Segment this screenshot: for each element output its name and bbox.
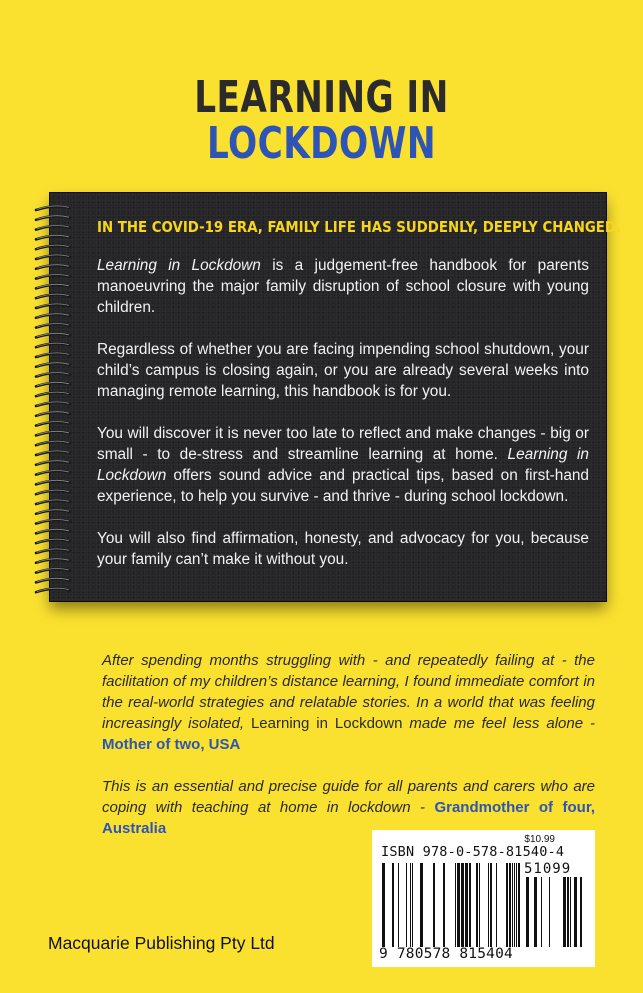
testimonial-2: This is an essential and precise guide for all parents and carers who are coping with teaching at home in lockdown - Grandmother of four, Australia xyxy=(102,778,596,837)
ean-barcode-icon xyxy=(382,863,520,947)
notebook-text xyxy=(97,213,622,570)
notebook-paragraph-1: Learning in Lockdown is a judgement-free handbook for parents manoeuvring the major family disruption of school closure with young children. xyxy=(97,257,589,316)
notebook-heading: IN THE COVID-19 ERA, FAMILY LIFE HAS SUDDENLY, DEEPLY CHANGED. xyxy=(97,218,622,236)
testimonial-1: After spending months struggling with - and repeatedly failing at - the facilitation of my children’s distance learning, I found immediate comfort in the real-world strategies and relatable stories. In a world that was feeling increasingly isolated, Learning in Lockdown made me feel less alone - Mother of two, USA xyxy=(102,652,595,753)
book-title-inline: Learning in Lockdown xyxy=(97,446,589,484)
book-title-line2: LOCKDOWN xyxy=(207,118,436,169)
testimonials xyxy=(102,650,595,860)
addon-number: 51099 xyxy=(524,861,572,877)
ean-number: 9 780578 815404 xyxy=(379,946,513,962)
spiral-binding-icon xyxy=(34,203,74,595)
notebook-paragraph-4: You will also find affirmation, honesty, and advocacy for you, because your family can’t make it without you. xyxy=(97,530,589,568)
book-title-inline: Learning in Lockdown xyxy=(97,257,261,274)
notebook-paragraph-3: You will discover it is never too late to reflect and make changes - big or small - to de-stress and streamline learning at home. Learning in Lockdown offers sound advice and practical tips, based on first-hand experience, to help you survive - and thrive - during school lockdown. xyxy=(97,425,589,505)
barcode-box xyxy=(372,830,595,967)
notebook-paragraph-2: Regardless of whether you are facing impending school shutdown, your child’s campus is closing again, or you are already several weeks into managing remote learning, this handbook is for you. xyxy=(97,341,589,400)
publisher-name: Macquarie Publishing Pty Ltd xyxy=(48,933,275,953)
price-label: $10.99 xyxy=(524,834,555,845)
isbn-label: ISBN 978-0-578-81540-4 xyxy=(381,844,565,860)
testimonial-attribution: Grandmother of four, Australia xyxy=(102,799,596,837)
addon-barcode-icon xyxy=(526,877,584,947)
book-title-line1: LEARNING IN xyxy=(194,72,449,123)
testimonial-attribution: Mother of two, USA xyxy=(102,736,241,753)
